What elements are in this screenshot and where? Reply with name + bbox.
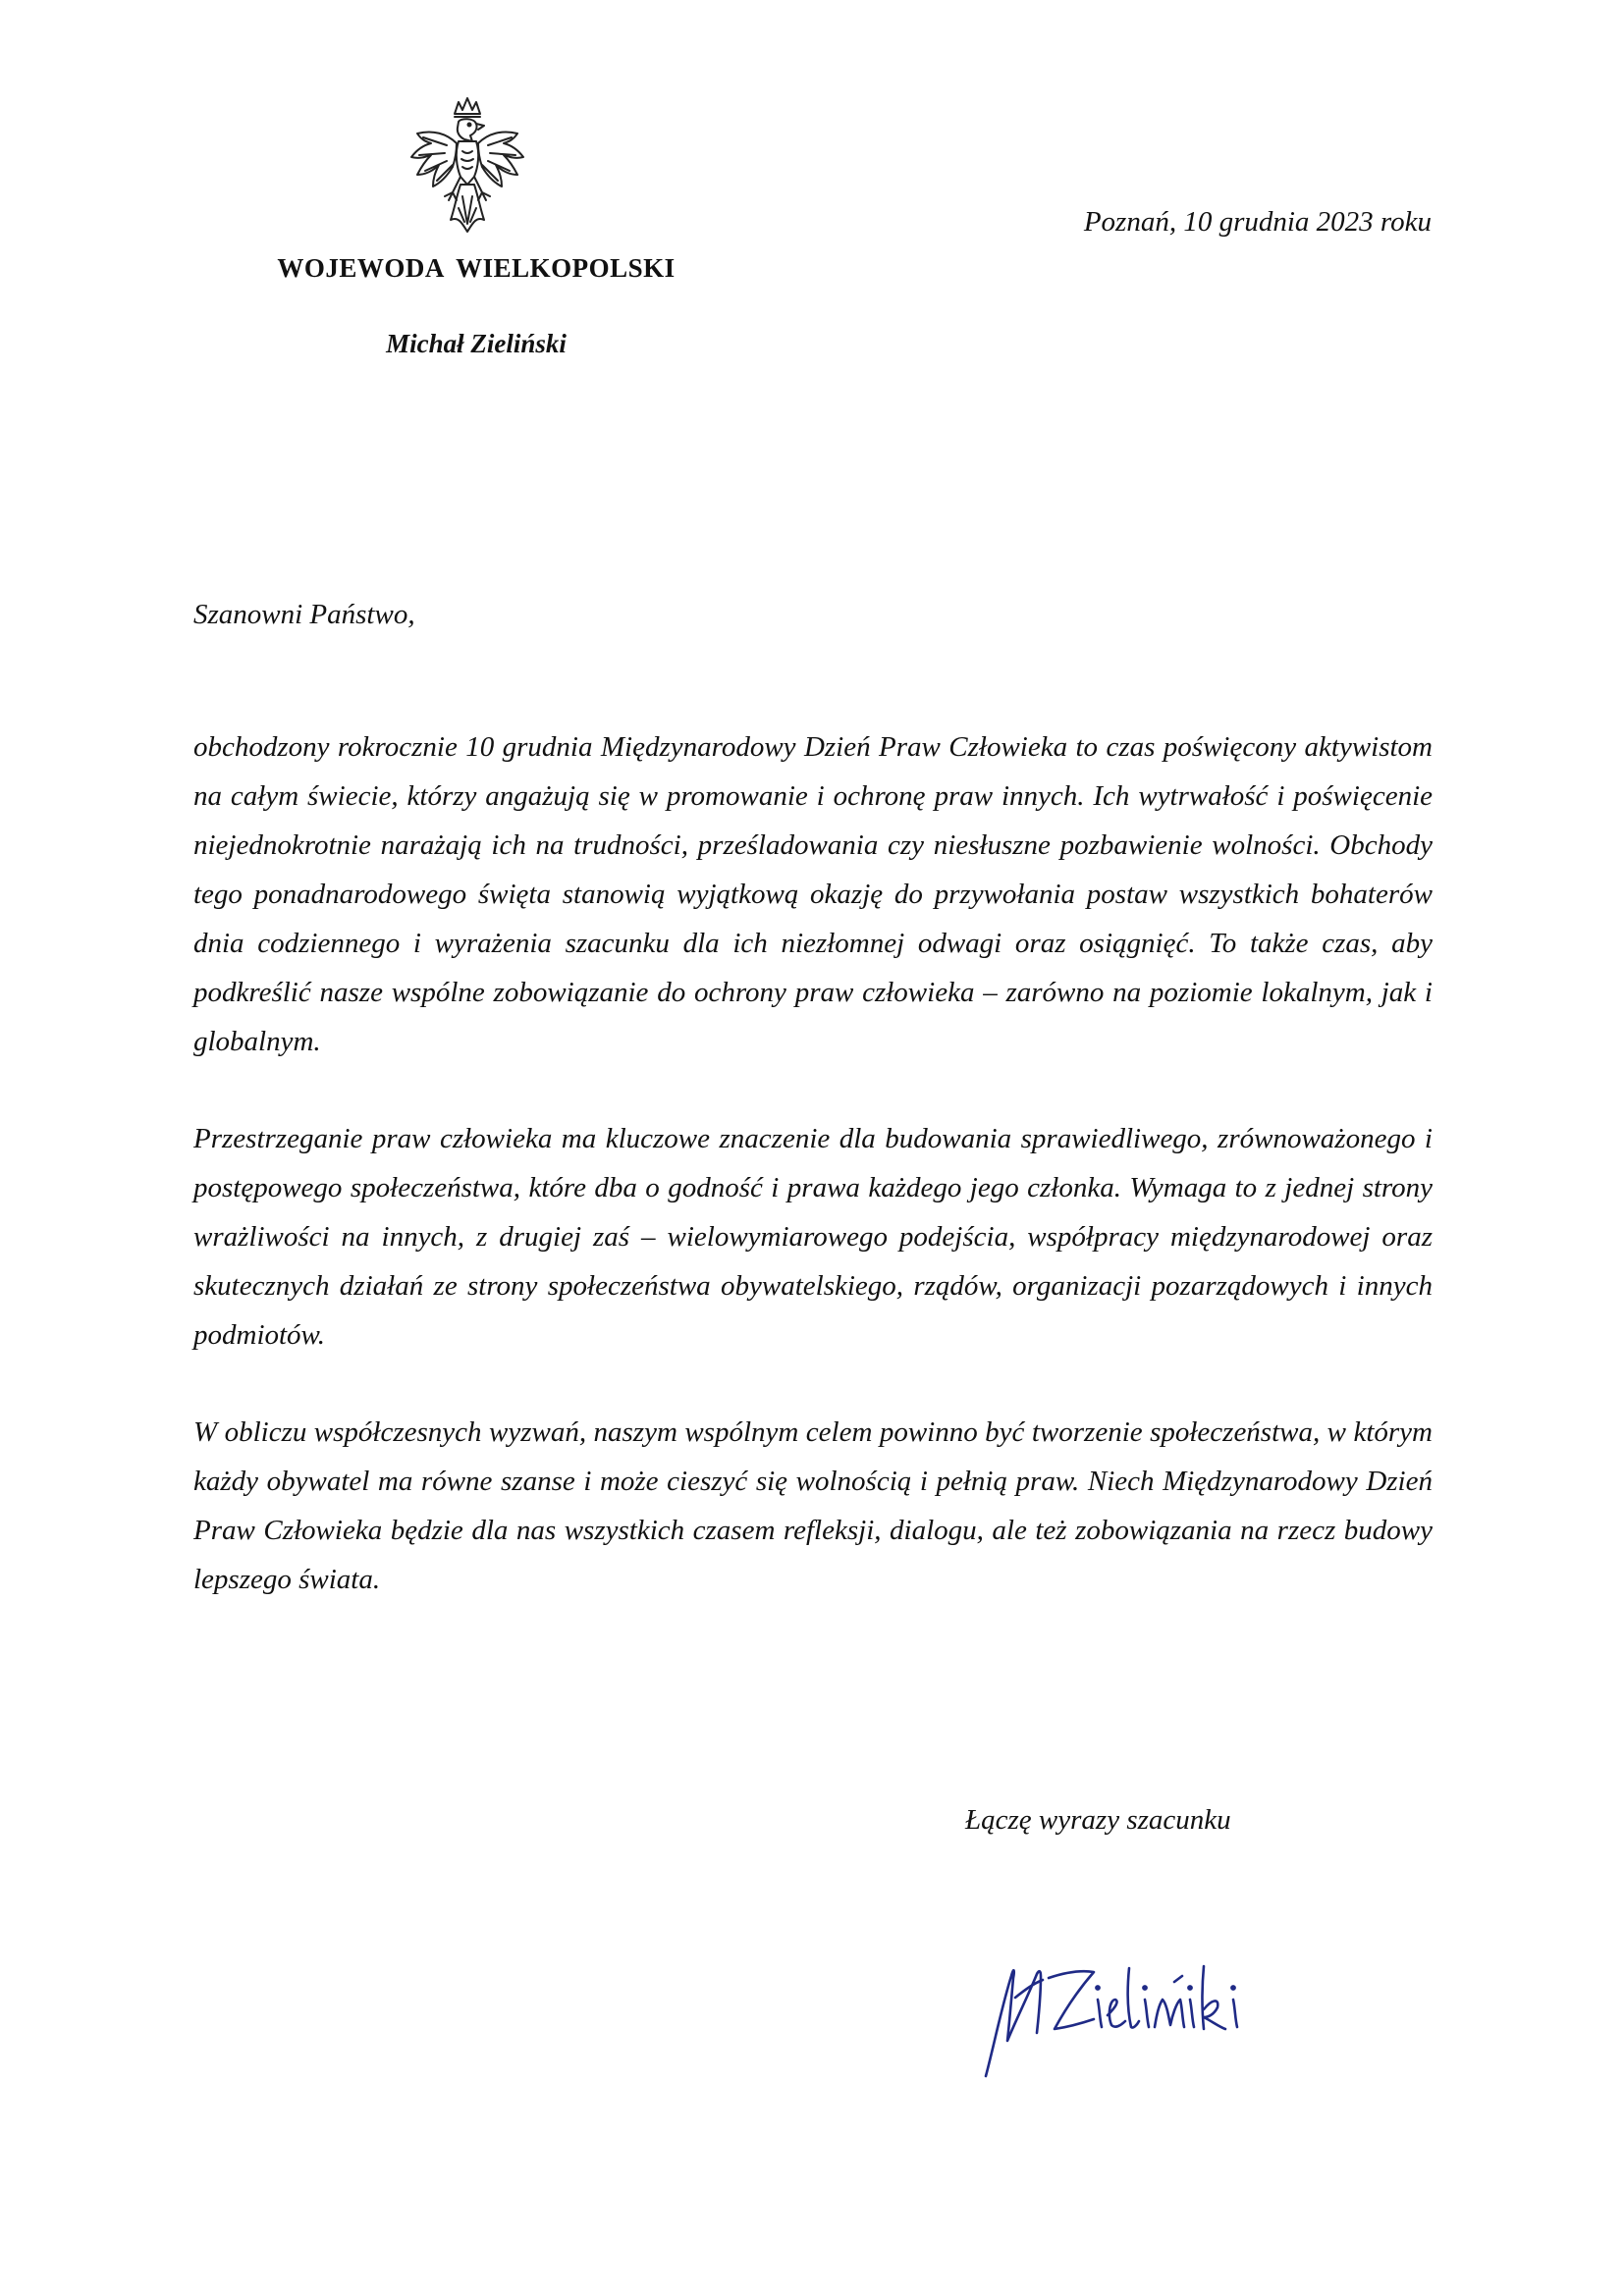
date-line: Poznań, 10 grudnia 2023 roku xyxy=(1083,206,1432,238)
signatory-name: Michał Zieliński xyxy=(386,329,567,358)
letter-body xyxy=(193,722,1433,1652)
body-paragraph: W obliczu współczesnych wyzwań, naszym wspólnym celem powinno być tworzenie społeczeństwa, w którym każdy obywatel ma równe szanse i może cieszyć się wolnością i pełnią praw. Niech Międzynarodowy Dzień Praw Człowieka będzie dla nas wszystkich czasem refleksji, dialogu, ale też zobowiązania na rzecz budowy lepszego świata. xyxy=(193,1416,1433,1595)
closing-line: Łączę wyrazy szacunku xyxy=(965,1804,1231,1836)
authority-title: WOJEWODA WIELKOPOLSKI xyxy=(277,253,676,283)
salutation: Szanowni Państwo, xyxy=(193,599,415,630)
body-paragraph: Przestrzeganie praw człowieka ma kluczowe znaczenie dla budowania sprawiedliwego, zrównoważonego i postępowego społeczeństwa, które dba o godność i prawa każdego jego członka. Wymaga to z jednej strony wrażliwości na innych, z drugiej zaś – wielowymiarowego podejścia, współpracy międzynarodowej oraz skutecznych działań ze strony społeczeństwa obywatelskiego, rządów, organizacji pozarządowych i innych podmiotów. xyxy=(193,1123,1433,1351)
handwritten-signature-icon xyxy=(972,1939,1296,2086)
polish-white-eagle-emblem-icon xyxy=(404,94,531,238)
body-paragraph: obchodzony rokrocznie 10 grudnia Międzynarodowy Dzień Praw Człowieka to czas poświęcony aktywistom na całym świecie, którzy angażują się w promowanie i ochronę praw innych. Ich wytrwałość i poświęcenie niejednokrotnie narażają ich na trudności, prześladowania czy niesłuszne pozbawienie wolności. Obchody tego ponadnarodowego święta stanowią wyjątkową okazję do przywołania postaw wszystkich bohaterów dnia codziennego i wyrażenia szacunku dla ich niezłomnej odwagi oraz osiągnięć. To także czas, aby podkreślić nasze wspólne zobowiązanie do ochrony praw człowieka – zarówno na poziomie lokalnym, jak i globalnym. xyxy=(193,731,1433,1057)
